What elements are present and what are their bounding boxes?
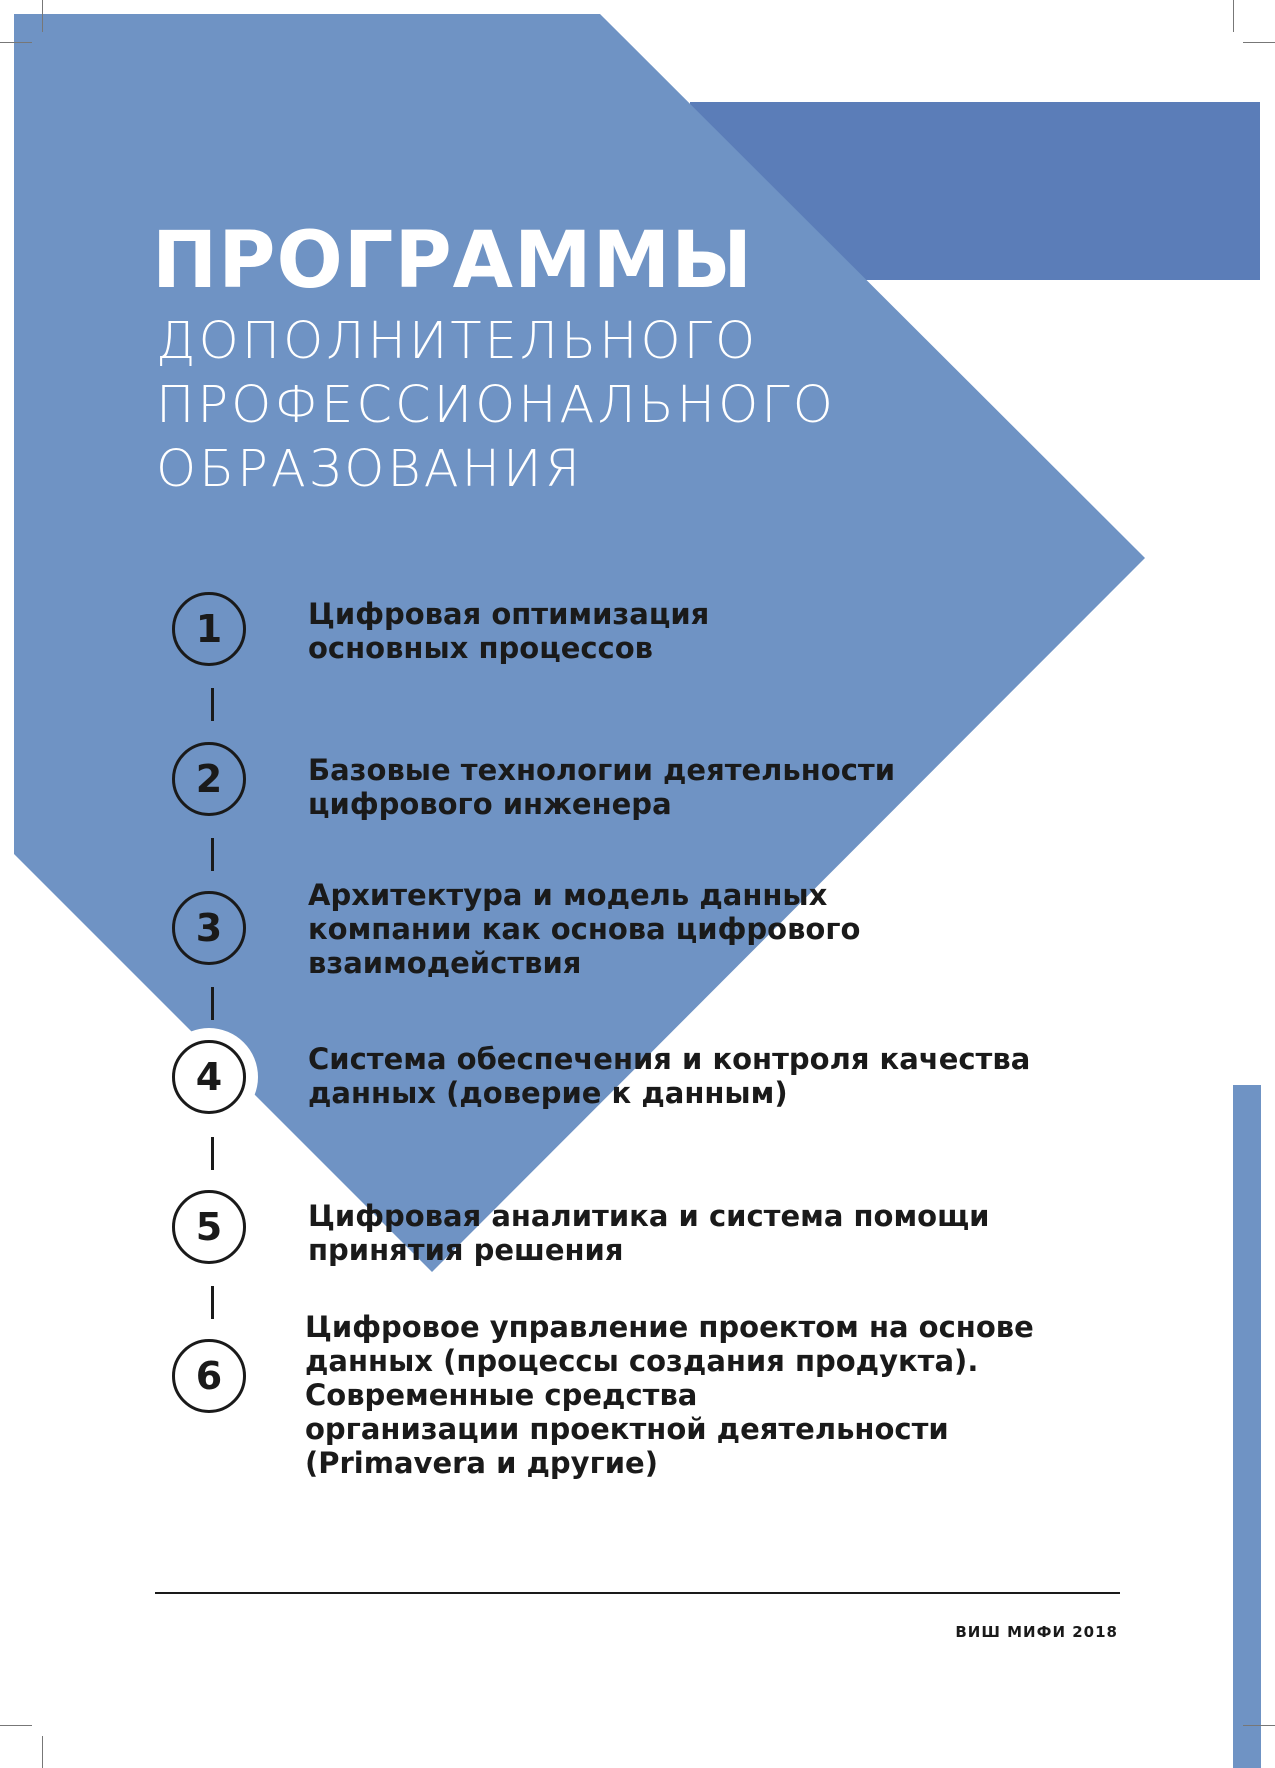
subtitle-line: ДОПОЛНИТЕЛЬНОГО: [156, 312, 759, 371]
item-number-badge: 4: [172, 1040, 246, 1114]
timeline-connector: [211, 1286, 214, 1319]
item-number-badge: 2: [172, 742, 246, 816]
crop-mark: [1243, 1725, 1275, 1726]
program-item-1: Цифровая оптимизация основных процессов: [308, 597, 710, 665]
program-item-3: Архитектура и модель данных компании как основа цифрового взаимодействия: [308, 878, 861, 980]
crop-mark: [0, 1725, 32, 1726]
page-subtitle: [156, 310, 976, 502]
crop-mark: [1233, 0, 1234, 32]
page-title: ПРОГРАММЫ: [152, 216, 754, 306]
footer-divider: [155, 1592, 1120, 1594]
item-number-badge: 6: [172, 1339, 246, 1413]
program-item-2: Базовые технологии деятельности цифрового инженера: [308, 753, 896, 821]
crop-mark: [0, 42, 32, 43]
timeline-connector: [211, 838, 214, 871]
timeline-connector: [211, 1137, 214, 1170]
subtitle-line: ПРОФЕССИОНАЛЬНОГО: [156, 376, 836, 435]
crop-mark: [42, 1736, 43, 1768]
item-number-badge: 1: [172, 592, 246, 666]
right-edge-bar: [1233, 1085, 1261, 1768]
footer-label: ВИШ МИФИ 2018: [955, 1623, 1118, 1641]
program-item-6: Цифровое управление проектом на основе данных (процессы создания продукта). Современные средства организации проектной деятельности (Primavera и другие): [305, 1310, 1034, 1480]
program-item-4: Система обеспечения и контроля качества данных (доверие к данным): [308, 1042, 1031, 1110]
timeline-connector: [211, 987, 214, 1020]
item-number-badge: 3: [172, 891, 246, 965]
program-item-5: Цифровая аналитика и система помощи принятия решения: [308, 1199, 990, 1267]
item-number-badge: 5: [172, 1190, 246, 1264]
crop-mark: [42, 0, 43, 32]
timeline-connector: [211, 688, 214, 721]
crop-mark: [1243, 42, 1275, 43]
subtitle-line: ОБРАЗОВАНИЯ: [156, 440, 583, 499]
